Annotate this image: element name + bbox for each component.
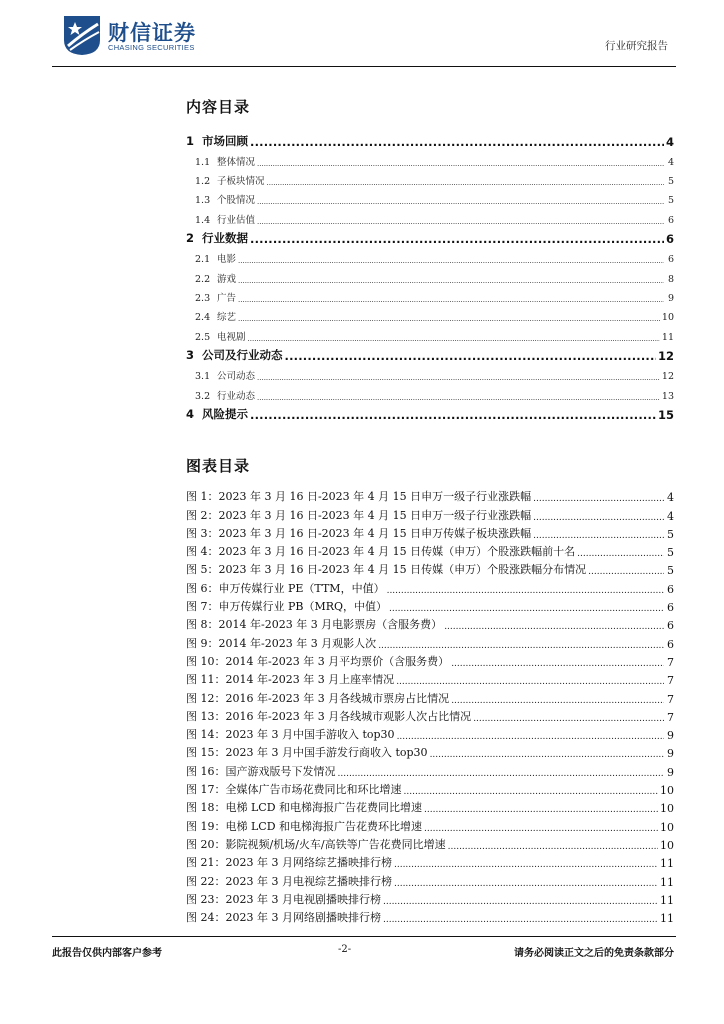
dot-leader <box>257 374 660 382</box>
figure-entry[interactable] <box>186 760 674 778</box>
dot-leader <box>257 218 664 226</box>
dot-leader <box>588 567 664 577</box>
figure-entry-title: 图 1：2023 年 3 月 16 日-2023 年 4 月 15 日申万一级子行业涨跌幅 <box>186 490 532 504</box>
figure-entry[interactable] <box>186 669 674 687</box>
figure-entry[interactable] <box>186 486 674 504</box>
toc-entry-label <box>195 192 255 206</box>
dot-leader <box>387 586 664 596</box>
toc-entry-title: 公司动态 <box>217 371 256 383</box>
toc-entry-label <box>195 368 255 382</box>
toc-entry-page: 12 <box>661 371 674 383</box>
toc-entry-label <box>195 271 236 285</box>
toc-entry[interactable] <box>186 343 674 364</box>
toc-entry-number: 2.3 <box>195 293 211 305</box>
toc-entry-number: 2 <box>186 231 195 246</box>
dot-leader <box>451 696 664 706</box>
dot-leader <box>338 769 665 779</box>
toc-entry[interactable] <box>186 187 674 206</box>
figure-entry[interactable] <box>186 559 674 577</box>
figure-entry-page: 7 <box>667 655 674 669</box>
dot-leader <box>473 714 664 724</box>
toc-entry-label <box>186 230 248 246</box>
toc-entry-label <box>195 329 246 343</box>
toc-entry-label <box>195 309 236 323</box>
dot-leader <box>257 198 664 206</box>
toc-entry-number: 3.2 <box>195 390 211 402</box>
figure-entry[interactable] <box>186 596 674 614</box>
toc-entry-title: 行业估值 <box>217 214 256 226</box>
figure-entry[interactable] <box>186 614 674 632</box>
figure-entry[interactable] <box>186 797 674 815</box>
figure-entry[interactable] <box>186 815 674 833</box>
toc-entry-number: 2.1 <box>195 254 211 266</box>
toc-entry-page: 6 <box>667 254 674 266</box>
dot-leader <box>267 179 664 187</box>
toc-entry[interactable] <box>186 206 674 225</box>
figure-entry-title: 图 18：电梯 LCD 和电梯海报广告花费同比增速 <box>186 801 423 815</box>
dot-leader <box>394 860 658 870</box>
toc-entry-number: 1.4 <box>195 214 211 226</box>
dot-leader <box>238 277 664 285</box>
dot-leader <box>430 750 664 760</box>
figure-entry-page: 6 <box>667 582 674 596</box>
figure-entry[interactable] <box>186 632 674 650</box>
toc-entry[interactable] <box>186 402 674 423</box>
dot-leader <box>257 394 660 402</box>
figure-entry[interactable] <box>186 541 674 559</box>
figure-entry-title: 图 5：2023 年 3 月 16 日-2023 年 4 月 15 日传媒（申万）个股涨跌幅分布情况 <box>186 563 587 577</box>
dot-leader <box>250 232 664 246</box>
toc-entry-title: 广告 <box>217 293 237 305</box>
logo-english-name: CHASING SECURITIES <box>108 43 195 52</box>
toc-entry-page: 4 <box>665 134 674 149</box>
toc-entry-title: 游戏 <box>217 273 237 285</box>
figure-entry-title: 图 23：2023 年 3 月电视剧播映排行榜 <box>186 892 381 906</box>
toc-entry[interactable] <box>186 149 674 168</box>
figure-entry-title: 图 8：2014 年-2023 年 3 月电影票房（含服务费） <box>186 618 443 632</box>
figure-entry-title: 图 9：2014 年-2023 年 3 月观影人次 <box>186 636 377 650</box>
toc-entry-label <box>195 154 255 168</box>
figure-entry-page: 9 <box>667 747 674 761</box>
toc-entry-title: 行业数据 <box>202 231 248 246</box>
toc-entry-number: 1.3 <box>195 195 211 207</box>
dot-leader <box>285 349 656 363</box>
toc-entry-page: 4 <box>667 156 674 168</box>
toc-entry-label <box>186 133 248 149</box>
footer-divider <box>52 936 676 937</box>
footer-disclaimer-left: 此报告仅供内部客户参考 <box>52 948 162 959</box>
toc-entry[interactable] <box>186 304 674 323</box>
figure-entry-title: 图 24：2023 年 3 月网络剧播映排行榜 <box>186 911 381 925</box>
toc-entry-label <box>195 251 236 265</box>
dot-leader <box>238 315 660 323</box>
figure-entry[interactable] <box>186 834 674 852</box>
header-divider <box>52 66 676 67</box>
figure-entry-title: 图 14：2023 年 3 月中国手游收入 top30 <box>186 728 395 742</box>
figure-entry[interactable] <box>186 687 674 705</box>
dot-leader <box>250 408 656 422</box>
toc-entry-title: 整体情况 <box>217 156 256 168</box>
logo-chinese-name: 财信证券 <box>108 21 196 45</box>
dot-leader <box>238 257 664 265</box>
figure-entry-page: 11 <box>660 893 674 907</box>
toc-entry-number: 1 <box>186 133 195 148</box>
toc-entry-page: 11 <box>661 331 674 343</box>
toc-entry-label <box>186 347 283 363</box>
toc-entry-page: 9 <box>667 293 674 305</box>
toc-entry-label <box>195 388 255 402</box>
toc-entry-page: 10 <box>661 312 674 324</box>
figure-entry-title: 图 7：申万传媒行业 PB（MRQ，中值） <box>186 600 388 614</box>
toc-entry[interactable] <box>186 363 674 382</box>
figure-entry-title: 图 20：影院视频/机场/火车/高铁等广告花费同比增速 <box>186 837 446 851</box>
figure-entry-page: 11 <box>660 875 674 889</box>
figure-entry[interactable] <box>186 523 674 541</box>
toc-entry-number: 3.1 <box>195 371 211 383</box>
toc-entry-number: 1.2 <box>195 176 211 188</box>
dot-leader <box>451 659 664 669</box>
figure-entry-title: 图 17：全媒体广告市场花费同比和环比增速 <box>186 783 402 797</box>
figure-entry-page: 4 <box>667 491 674 505</box>
figure-entry-title: 图 10：2014 年-2023 年 3 月平均票价（含服务费） <box>186 654 450 668</box>
figure-entry[interactable] <box>186 651 674 669</box>
toc-entry-title: 子板块情况 <box>217 176 265 188</box>
toc-entry-label <box>195 212 255 226</box>
toc-entry-label <box>195 290 236 304</box>
figure-entry-page: 7 <box>667 710 674 724</box>
figure-entry-page: 10 <box>660 838 674 852</box>
toc-entry-page: 5 <box>667 195 674 207</box>
figure-entry-page: 11 <box>660 857 674 871</box>
figure-entry[interactable] <box>186 706 674 724</box>
dot-leader <box>248 335 660 343</box>
figure-entry[interactable] <box>186 742 674 760</box>
toc-entry-number: 1.1 <box>195 156 211 168</box>
figure-entry-page: 5 <box>667 564 674 578</box>
figure-entry-page: 10 <box>660 820 674 834</box>
report-type-label: 行业研究报告 <box>605 40 668 52</box>
figure-entry-title: 图 13：2016 年-2023 年 3 月各线城市观影人次占比情况 <box>186 709 472 723</box>
figure-entry[interactable] <box>186 889 674 907</box>
dot-leader <box>396 677 664 687</box>
dot-leader <box>238 296 664 304</box>
toc-entry[interactable] <box>186 285 674 304</box>
figure-entry-title: 图 11：2014 年-2023 年 3 月上座率情况 <box>186 673 395 687</box>
figure-entry[interactable] <box>186 870 674 888</box>
toc-entry[interactable] <box>186 323 674 342</box>
figure-entry-page: 10 <box>660 802 674 816</box>
toc-entry-number: 4 <box>186 407 195 422</box>
toc-entry[interactable] <box>186 128 674 149</box>
toc-entry-title: 综艺 <box>217 312 237 324</box>
toc-entry-page: 6 <box>665 232 674 247</box>
toc-entry-page: 12 <box>657 349 674 364</box>
figure-entry[interactable] <box>186 504 674 522</box>
figure-entry[interactable] <box>186 577 674 595</box>
page-header <box>52 10 676 66</box>
toc-entry-title: 市场回顾 <box>202 133 248 148</box>
figure-entry-title: 图 12：2016 年-2023 年 3 月各线城市票房占比情况 <box>186 691 450 705</box>
dot-leader <box>533 494 664 504</box>
figure-entry-page: 7 <box>667 692 674 706</box>
figure-entry-page: 5 <box>667 546 674 560</box>
dot-leader <box>448 842 658 852</box>
toc-entry-page: 8 <box>667 273 674 285</box>
toc-entry[interactable] <box>186 226 674 247</box>
figure-entry-page: 9 <box>667 729 674 743</box>
dot-leader <box>577 549 664 559</box>
toc-entry-page: 13 <box>661 390 674 402</box>
toc-entry-number: 2.4 <box>195 312 211 324</box>
dot-leader <box>394 879 658 889</box>
figure-entry-page: 11 <box>660 912 674 926</box>
figure-entry-page: 7 <box>667 674 674 688</box>
figure-entry-title: 图 2：2023 年 3 月 16 日-2023 年 4 月 15 日申万一级子行业涨跌幅 <box>186 508 532 522</box>
dot-leader <box>424 805 658 815</box>
table-of-contents <box>186 128 674 422</box>
figure-entry-page: 5 <box>667 527 674 541</box>
toc-entry[interactable] <box>186 382 674 401</box>
figure-entry-title: 图 22：2023 年 3 月电视综艺播映排行榜 <box>186 874 392 888</box>
toc-entry-page: 5 <box>667 176 674 188</box>
figure-entry[interactable] <box>186 724 674 742</box>
figure-entry-title: 图 16：国产游戏版号下发情况 <box>186 764 336 778</box>
figure-entry-title: 图 4：2023 年 3 月 16 日-2023 年 4 月 15 日传媒（申万）个股涨跌幅前十名 <box>186 545 576 559</box>
figure-entry-title: 图 15：2023 年 3 月中国手游发行商收入 top30 <box>186 746 428 760</box>
figure-entry-title: 图 19：电梯 LCD 和电梯海报广告花费环比增速 <box>186 819 423 833</box>
toc-entry[interactable] <box>186 246 674 265</box>
dot-leader <box>383 897 658 907</box>
figure-entry[interactable] <box>186 779 674 797</box>
toc-entry-title: 个股情况 <box>217 195 256 207</box>
toc-entry-title: 风险提示 <box>202 407 248 422</box>
dot-leader <box>383 915 658 925</box>
figure-entry[interactable] <box>186 852 674 870</box>
dot-leader <box>533 513 664 523</box>
dot-leader <box>378 641 664 651</box>
toc-entry-number: 2.2 <box>195 273 211 285</box>
figure-entry[interactable] <box>186 907 674 925</box>
figure-entry-page: 6 <box>667 619 674 633</box>
toc-entry-title: 电影 <box>217 254 237 266</box>
footer-disclaimer-right: 请务必阅读正文之后的免责条款部分 <box>514 948 674 959</box>
figure-list-title: 图表目录 <box>186 457 251 475</box>
figure-list <box>186 486 674 925</box>
dot-leader <box>389 604 664 614</box>
dot-leader <box>533 531 664 541</box>
figure-entry-page: 10 <box>660 784 674 798</box>
figure-entry-page: 9 <box>667 765 674 779</box>
toc-entry-title: 行业动态 <box>217 390 256 402</box>
figure-entry-page: 6 <box>667 601 674 615</box>
figure-entry-page: 6 <box>667 637 674 651</box>
figure-entry-page: 4 <box>667 509 674 523</box>
figure-entry-title: 图 3：2023 年 3 月 16 日-2023 年 4 月 15 日申万传媒子板块涨跌幅 <box>186 526 532 540</box>
toc-entry-number: 3 <box>186 348 195 363</box>
dot-leader <box>424 824 658 834</box>
toc-title: 内容目录 <box>186 98 251 116</box>
toc-entry-title: 公司及行业动态 <box>202 348 283 363</box>
dot-leader <box>257 160 664 168</box>
dot-leader <box>397 732 664 742</box>
figure-entry-title: 图 21：2023 年 3 月网络综艺播映排行榜 <box>186 856 392 870</box>
toc-entry-page: 15 <box>657 408 674 423</box>
page-number: -2- <box>338 944 352 955</box>
company-logo-icon <box>62 14 102 56</box>
toc-entry[interactable] <box>186 265 674 284</box>
toc-entry-label <box>195 173 265 187</box>
dot-leader <box>250 135 664 149</box>
dot-leader <box>444 622 664 632</box>
toc-entry-number: 2.5 <box>195 331 211 343</box>
toc-entry-label <box>186 406 248 422</box>
toc-entry-page: 6 <box>667 214 674 226</box>
toc-entry[interactable] <box>186 168 674 187</box>
toc-entry-title: 电视剧 <box>217 331 246 343</box>
figure-entry-title: 图 6：申万传媒行业 PE（TTM，中值） <box>186 581 385 595</box>
dot-leader <box>404 787 659 797</box>
